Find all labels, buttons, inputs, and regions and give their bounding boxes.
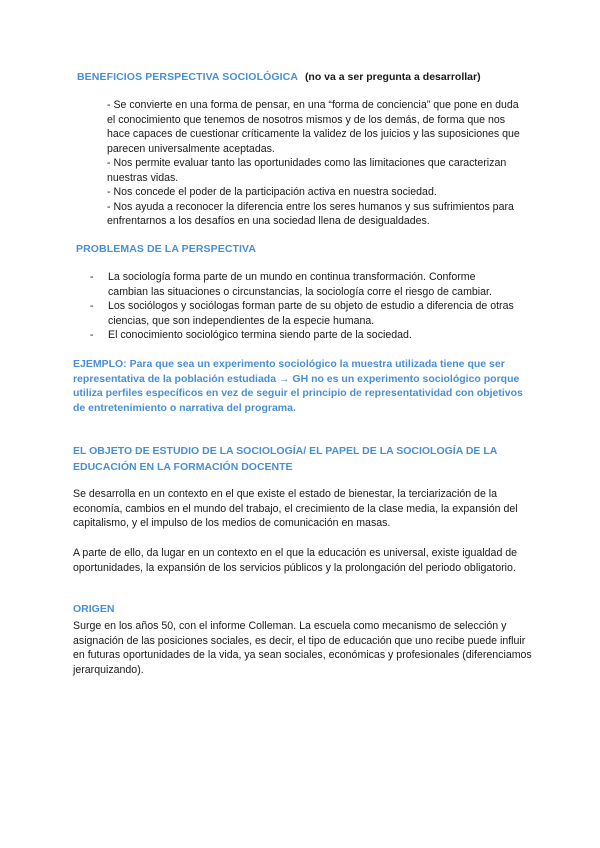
objeto-paragraph-2: A parte de ello, da lugar en un contexto en el que la educación es universal, existe igualdad de oportunidades, la expansión de los servicios públicos y la prolongación del periodo obligatorio.	[73, 547, 518, 574]
list-item	[88, 328, 518, 343]
problemas-heading: PROBLEMAS DE LA PERSPECTIVA	[76, 243, 257, 255]
bullet-dash: -	[90, 271, 94, 283]
beneficios-item: - Se convierte en una forma de pensar, en una “forma de conciencia” que pone en duda el conocimiento que tenemos de nosotros mismos y de los demás, de forma que nos hace capaces de cuestionar críticamente la validez de los juicios y las suposiciones que parecen universalmente aceptadas.	[107, 99, 520, 155]
problemas-item-text: La sociología forma parte de un mundo en continua transformación. Conforme cambian las situaciones o circunstancias, la sociología corre el riesgo de cambiar.	[108, 271, 492, 298]
problemas-item-text: El conocimiento sociológico termina siendo parte de la sociedad.	[108, 329, 412, 341]
beneficios-note: (no va a ser pregunta a desarrollar)	[304, 71, 481, 83]
objeto-paragraph-1: Se desarrolla en un contexto en el que existe el estado de bienestar, la terciarización de la economía, cambios en el mundo del trabajo, el crecimiento de la clase media, la expansión del capitalismo, y el impulso de los medios de comunicación en masas.	[73, 488, 518, 529]
list-item	[88, 270, 518, 299]
beneficios-item: - Nos ayuda a reconocer la diferencia entre los seres humanos y sus sufrimientos para enfrentarnos a los desafíos en una sociedad llena de desigualdades.	[107, 200, 514, 227]
problemas-item-text: Los sociólogos y sociólogas forman parte de su objeto de estudio a diferencia de otras ciencias, que son independientes de la especie humana.	[108, 300, 514, 327]
beneficios-list	[107, 98, 527, 229]
bullet-dash: -	[90, 329, 94, 341]
beneficios-title: BENEFICIOS PERSPECTIVA SOCIOLÓGICA	[77, 71, 299, 83]
problemas-list	[88, 270, 518, 343]
origen-heading: ORIGEN	[73, 603, 115, 615]
origen-paragraph: Surge en los años 50, con el informe Colleman. La escuela como mecanismo de selección y asignación de las posiciones sociales, es decir, el tipo de educación que uno recibe puede influir en futuras oportunidades de la vida, ya sean sociales, económicas y profesionales (diferenciamos jerarquizando).	[73, 620, 532, 676]
bullet-dash: -	[90, 300, 94, 312]
objeto-heading: EL OBJETO DE ESTUDIO DE LA SOCIOLOGÍA/ EL PAPEL DE LA SOCIOLOGÍA DE LA EDUCACIÓN EN LA FORMACIÓN DOCENTE	[73, 445, 497, 473]
beneficios-item: - Nos concede el poder de la participación activa en nuestra sociedad.	[107, 186, 437, 198]
list-item	[88, 299, 518, 328]
ejemplo-paragraph: EJEMPLO: Para que sea un experimento sociológico la muestra utilizada tiene que ser representativa de la población estudiada → GH no es un experimento sociológico porque utiliza perfiles específicos en vez de seguir el principio de representatividad con objetivos de entretenimiento o narrativa del programa.	[73, 358, 523, 414]
beneficios-heading	[77, 71, 481, 83]
beneficios-item: - Nos permite evaluar tanto las oportunidades como las limitaciones que caracterizan nuestras vidas.	[107, 157, 507, 184]
